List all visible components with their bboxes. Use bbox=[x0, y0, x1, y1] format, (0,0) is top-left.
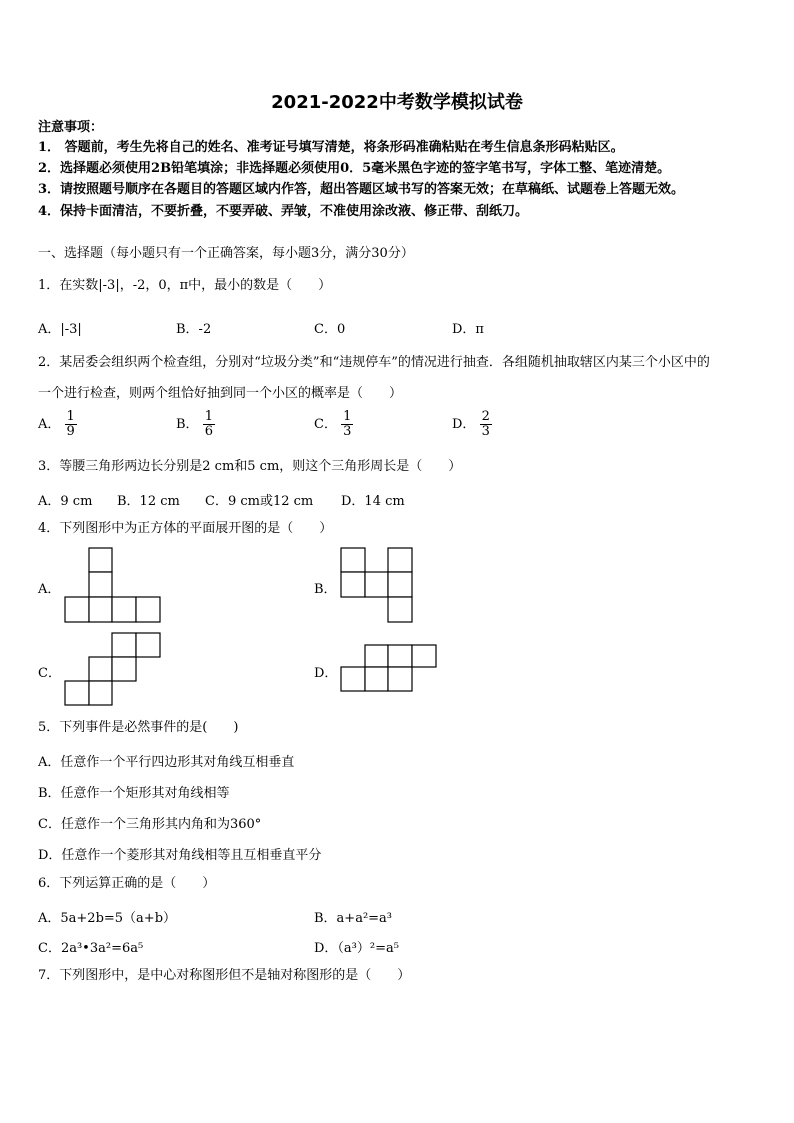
q1-option-b: B．-2 bbox=[176, 322, 212, 337]
q2-option-c-label: C． bbox=[314, 417, 337, 432]
q2-option-a bbox=[38, 410, 77, 439]
q2-option-c bbox=[314, 410, 353, 439]
q4-net-b bbox=[338, 546, 416, 626]
q1-stem: 1．在实数|-3|，-2，0，π中，最小的数是（ ） bbox=[38, 278, 332, 293]
q4-label-a: A． bbox=[38, 582, 61, 597]
q6-stem: 6．下列运算正确的是（ ） bbox=[38, 876, 216, 891]
q2-stem-line1: 2．某居委会组织两个检查组，分别对“垃圾分类”和“违规停车”的情况进行抽查．各组随机抽取辖区内某三个小区中的 bbox=[38, 355, 710, 370]
q2-stem-line2: 一个进行检查，则两个组恰好抽到同一个小区的概率是（ ） bbox=[38, 386, 403, 401]
q4-label-c: C． bbox=[38, 666, 61, 681]
q2-option-d bbox=[452, 410, 492, 439]
q4-label-d: D． bbox=[314, 666, 338, 681]
q2-option-b bbox=[176, 410, 215, 439]
q3-option-d: D．14 cm bbox=[341, 494, 405, 509]
q5-option-d: D．任意作一个菱形其对角线相等且互相垂直平分 bbox=[38, 848, 322, 863]
q3-stem: 3．等腰三角形两边长分别是2 cm和5 cm，则这个三角形周长是（ ） bbox=[38, 459, 462, 474]
q1-option-d: D．π bbox=[452, 322, 484, 337]
q3-option-a: A．9 cm bbox=[38, 494, 93, 509]
q2-option-b-label: B． bbox=[176, 417, 199, 432]
q7-stem: 7．下列图形中，是中心对称图形但不是轴对称图形的是（ ） bbox=[38, 968, 411, 983]
q2-option-a-fraction: $\frac{1}{9}$ bbox=[66, 409, 75, 439]
notice-item-2: 2．选择题必须使用2B铅笔填涂；非选择题必须使用0．5毫米黑色字迹的签字笔书写，字体工整、笔迹清楚。 bbox=[38, 161, 671, 176]
q2-option-d-fraction: $\frac{2}{3}$ bbox=[481, 409, 490, 439]
q4-stem: 4．下列图形中为正方体的平面展开图的是（ ） bbox=[38, 521, 333, 536]
q6-option-a: A．5a+2b=5（a+b） bbox=[38, 911, 177, 926]
notice-heading: 注意事项： bbox=[38, 120, 104, 135]
q5-option-c: C．任意作一个三角形其内角和为360° bbox=[38, 817, 262, 832]
q3-option-c: C．9 cm或12 cm bbox=[205, 494, 314, 509]
q4-net-d bbox=[338, 643, 440, 695]
q2-option-d-label: D． bbox=[452, 417, 476, 432]
notice-item-3: 3．请按照题号顺序在各题目的答题区域内作答，超出答题区域书写的答案无效；在草稿纸、试题卷上答题无效。 bbox=[38, 182, 685, 197]
q1-option-a: A．|-3| bbox=[38, 322, 82, 337]
q5-option-a: A．任意作一个平行四边形其对角线互相垂直 bbox=[38, 755, 295, 770]
q6-option-b: B．a+a²=a³ bbox=[314, 911, 393, 926]
q3-option-b: B．12 cm bbox=[117, 494, 180, 509]
q4-label-b: B． bbox=[314, 582, 337, 597]
notice-item-4: 4．保持卡面清洁，不要折叠，不要弄破、弄皱，不准使用涂改液、修正带、刮纸刀。 bbox=[38, 204, 529, 219]
q1-option-c: C．0 bbox=[314, 322, 346, 337]
q5-option-b: B．任意作一个矩形其对角线相等 bbox=[38, 786, 230, 801]
q4-net-a bbox=[62, 546, 164, 626]
q4-net-c bbox=[62, 631, 164, 709]
q2-option-b-fraction: $\frac{1}{6}$ bbox=[204, 409, 213, 439]
q5-stem: 5．下列事件是必然事件的是( ) bbox=[38, 720, 239, 735]
section-heading: 一、选择题（每小题只有一个正确答案，每小题3分，满分30分） bbox=[38, 246, 414, 261]
exam-title: 2021-2022中考数学模拟试卷 bbox=[271, 92, 523, 113]
q6-option-d: D．（a³）²=a⁵ bbox=[314, 941, 399, 956]
q2-option-a-label: A． bbox=[38, 417, 61, 432]
q6-option-c: C．2a³•3a²=6a⁵ bbox=[38, 941, 144, 956]
q2-option-c-fraction: $\frac{1}{3}$ bbox=[343, 409, 352, 439]
notice-item-1: 1． 答题前，考生先将自己的姓名、准考证号填写清楚，将条形码准确粘贴在考生信息条形码粘贴区。 bbox=[38, 140, 624, 155]
